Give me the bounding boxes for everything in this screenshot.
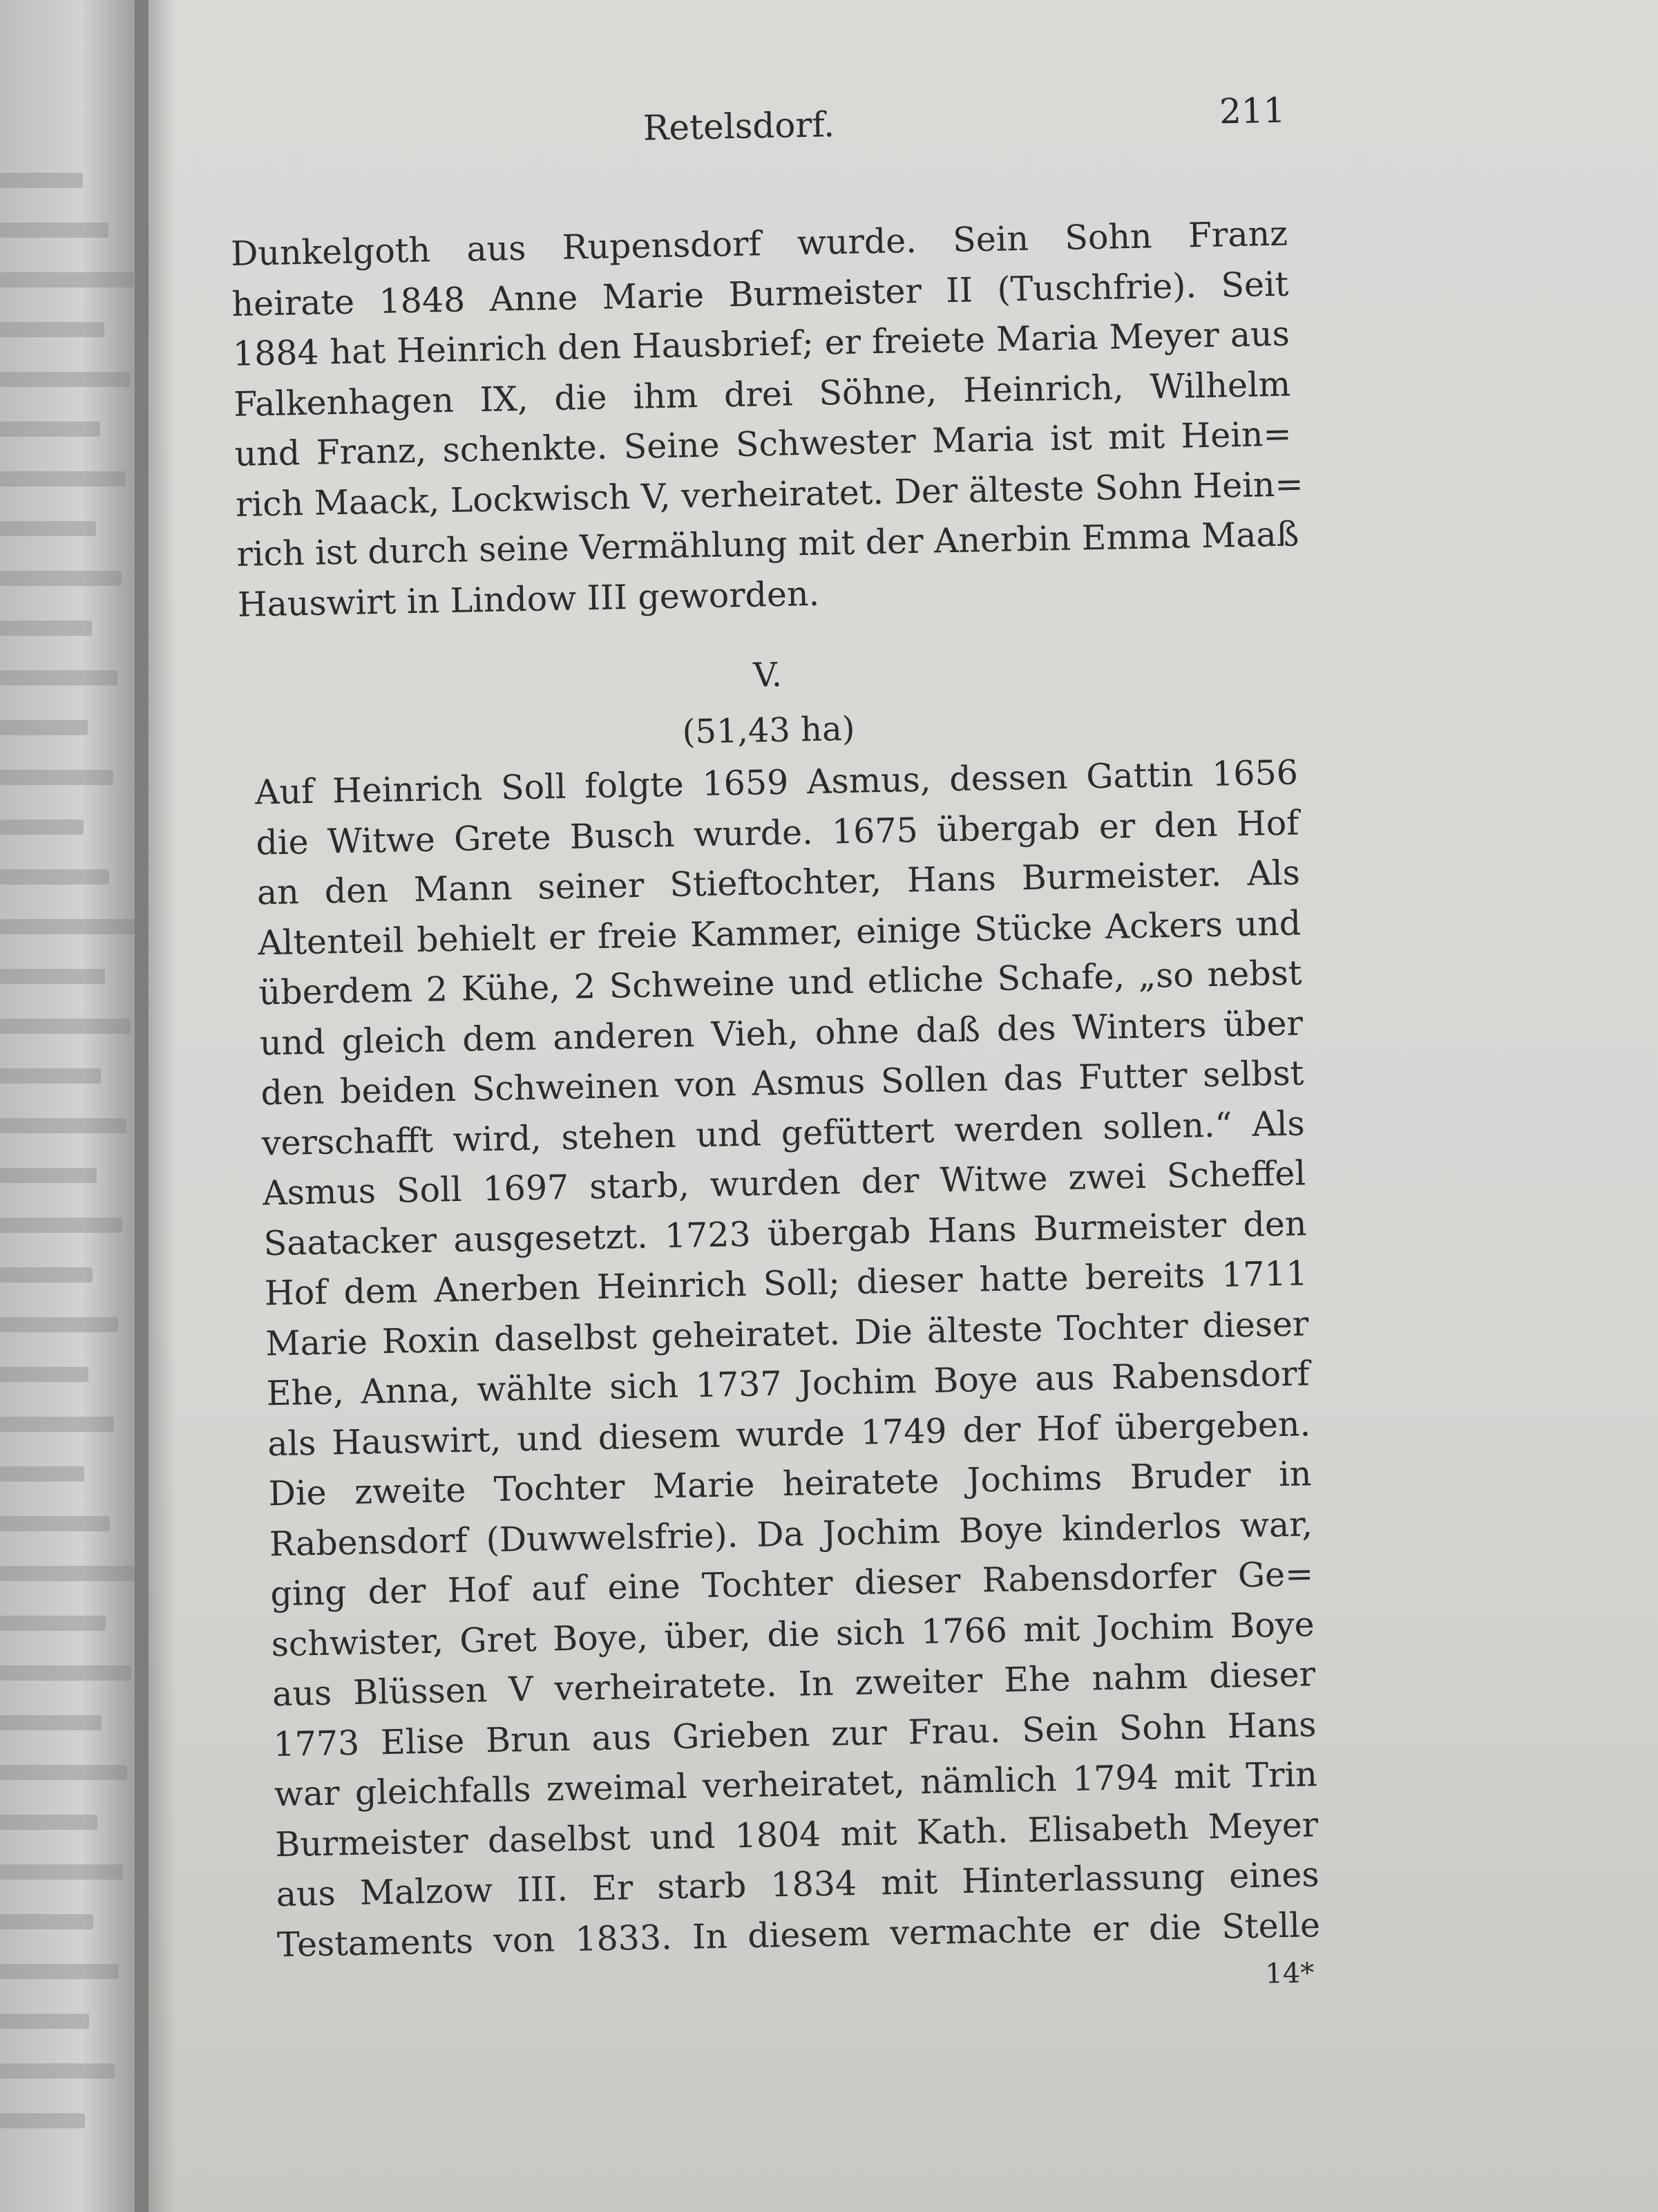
text-line: rich Maack, Lockwisch V, verheiratet. Der älteste Sohn Hein= <box>235 464 1304 524</box>
text-line: aus Blüssen V verheiratete. In zweiter Ehe nahm dieser <box>271 1654 1316 1714</box>
paragraph-2 <box>240 748 1320 1970</box>
text-line: den beiden Schweinen von Asmus Sollen das Futter selbst <box>260 1053 1304 1113</box>
section-area: (51,43 ha) <box>682 709 855 752</box>
text-line: 1884 hat Heinrich den Hausbrief; er freiete Maria Meyer aus <box>232 314 1290 374</box>
facing-page-text-fragment <box>0 969 105 984</box>
facing-page-text-fragment <box>0 173 83 188</box>
text-line: Hof dem Anerben Heinrich Soll; dieser hatte bereits 1711 <box>264 1254 1308 1314</box>
facing-page-text-fragment <box>0 670 117 686</box>
text-line: überdem 2 Kühe, 2 Schweine und etliche Schafe, „so nebst <box>258 953 1302 1013</box>
text-line: Saatacker ausgesetzt. 1723 übergab Hans Burmeister den <box>263 1203 1307 1263</box>
text-line: aus Malzow III. Er starb 1834 mit Hinterlassung eines <box>276 1855 1320 1915</box>
text-line: und gleich dem anderen Vieh, ohne daß des Winters über <box>259 1003 1304 1063</box>
text-line: Rabensdorf (Duwwelsfrie). Da Jochim Boye kinderlos war, <box>269 1504 1313 1564</box>
text-line: als Hauswirt, und diesem wurde 1749 der Hof übergeben. <box>267 1403 1311 1464</box>
facing-page-text-fragment <box>0 820 84 835</box>
facing-page-text-fragment <box>0 521 96 536</box>
facing-page-text-fragment <box>0 621 92 636</box>
text-line: Marie Roxin daselbst geheiratet. Die älteste Tochter dieser <box>265 1303 1309 1363</box>
text-line: verschafft wird, stehen und gefüttert werden sollen.“ Als <box>261 1103 1306 1163</box>
text-line: Hauswirt in Lindow III geworden. <box>237 574 820 625</box>
book-page <box>228 84 1322 2010</box>
text-line: Auf Heinrich Soll folgte 1659 Asmus, dessen Gattin 1656 <box>254 753 1299 813</box>
text-line: Altenteil behielt er freie Kammer, einige Stücke Ackers und <box>257 902 1302 963</box>
text-line: Ehe, Anna, wählte sich 1737 Jochim Boye aus Rabensdorf <box>266 1354 1311 1414</box>
text-line: Dunkelgoth aus Rupensdorf wurde. Sein Sohn Franz <box>230 214 1288 274</box>
facing-page-text-fragment <box>0 770 113 785</box>
text-line: Asmus Soll 1697 starb, wurden der Witwe zwei Scheffel <box>262 1153 1306 1213</box>
text-line: Die zweite Tochter Marie heiratete Jochims Bruder in <box>268 1454 1312 1514</box>
text-line: Burmeister daselbst und 1804 mit Kath. Elisabeth Meyer <box>274 1804 1319 1864</box>
text-line: ging der Hof auf eine Tochter dieser Rabensdorfer Ge= <box>269 1554 1314 1614</box>
facing-page-text-fragment <box>0 571 122 586</box>
facing-page-text-fragment <box>0 1715 102 1730</box>
facing-page-text-fragment <box>0 1665 131 1681</box>
facing-page-text-fragment <box>0 1616 106 1631</box>
section-number: V. <box>752 655 783 695</box>
facing-page-text-fragment <box>0 2063 115 2079</box>
facing-page-text-fragment <box>0 1068 101 1084</box>
facing-page-text-fragment <box>0 720 88 735</box>
facing-page-text-fragment <box>0 1317 118 1332</box>
text-line: die Witwe Grete Busch wurde. 1675 übergab er den Hof <box>255 802 1299 862</box>
facing-page-text-fragment <box>0 1765 127 1780</box>
text-line: rich ist durch seine Vermählung mit der Anerbin Emma Maaß <box>236 514 1299 574</box>
facing-page-text-fragment <box>0 1118 126 1133</box>
facing-page-edge <box>0 0 149 2212</box>
page-number: 211 <box>1219 90 1286 132</box>
facing-page-text-fragment <box>0 223 108 238</box>
running-title: Retelsdorf. <box>642 104 835 149</box>
text-line: Falkenhagen IX, die ihm drei Söhne, Heinrich, Wilhelm <box>233 364 1291 424</box>
text-line: Testaments von 1833. In diesem vermachte er die Stelle <box>276 1904 1321 1965</box>
facing-page-text-fragment <box>0 1168 97 1183</box>
facing-page-text-fragment <box>0 422 100 437</box>
facing-page-text-fragment <box>0 1218 122 1233</box>
facing-page-text-fragment <box>0 1516 110 1531</box>
text-line: war gleichfalls zweimal verheiratet, nämlich 1794 mit Trin <box>274 1755 1318 1815</box>
text-line: 1773 Elise Brun aus Grieben zur Frau. Sein Sohn Hans <box>273 1704 1317 1764</box>
page-header <box>228 84 1286 166</box>
facing-page-text-fragment <box>0 471 126 486</box>
facing-page-text-fragment <box>0 2113 85 2128</box>
facing-page-text-fragment <box>0 1019 131 1034</box>
facing-page-text-fragment <box>0 2014 89 2029</box>
facing-page-text-fragment <box>0 869 109 885</box>
facing-page-text-fragment <box>0 1466 84 1482</box>
facing-page-text-fragment <box>0 1815 97 1830</box>
text-line: schwister, Gret Boye, über, die sich 1766 mit Jochim Boye <box>271 1604 1315 1664</box>
text-line: an den Mann seiner Stieftochter, Hans Burmeister. Als <box>256 853 1301 913</box>
paragraph-1 <box>230 209 1304 630</box>
facing-page-text-fragment <box>0 1367 88 1382</box>
facing-page-text-fragment <box>0 1914 93 1929</box>
book-gutter <box>135 0 176 2212</box>
facing-page-text-fragment <box>0 1964 119 1979</box>
facing-page-text-fragment <box>0 272 134 287</box>
signature-mark: 14* <box>1264 1957 1315 1990</box>
facing-page-text-fragment <box>0 1267 93 1283</box>
facing-page-text-fragment <box>0 1566 135 1581</box>
facing-page-text-fragment <box>0 322 104 337</box>
facing-page-text-fragment <box>0 372 130 387</box>
facing-page-text-fragment <box>0 919 135 934</box>
facing-page-text-fragment <box>0 1864 123 1880</box>
facing-page-text-fragment <box>0 1417 114 1432</box>
text-line: und Franz, schenkte. Seine Schwester Maria ist mit Hein= <box>234 414 1293 474</box>
text-line: heirate 1848 Anne Marie Burmeister II (Tuschfrie). Seit <box>231 264 1289 324</box>
